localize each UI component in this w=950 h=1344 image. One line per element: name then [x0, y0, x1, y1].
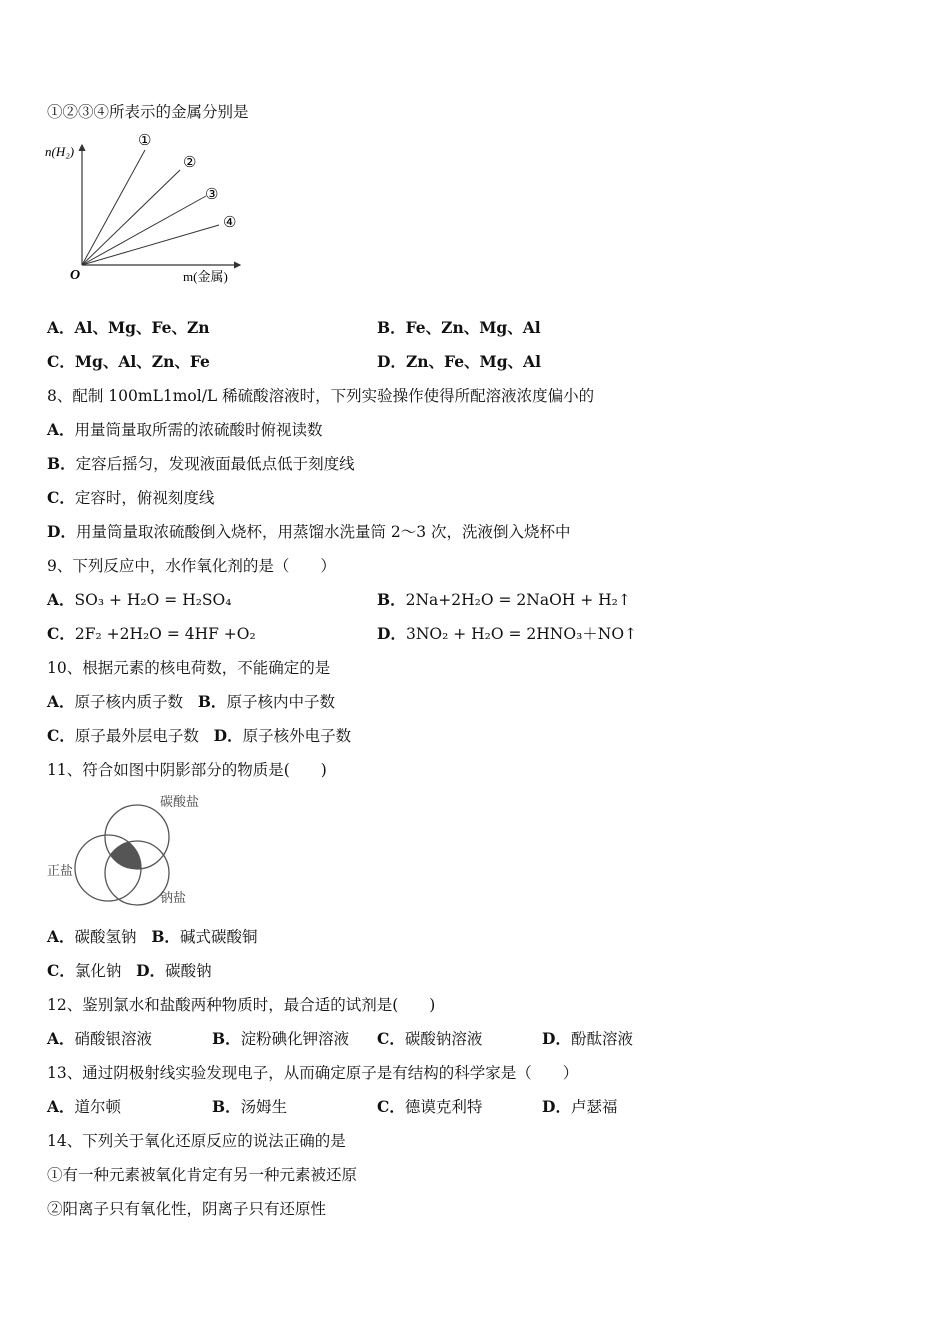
origin-label: O: [70, 268, 81, 283]
q9-option-d: D．3NO₂ + H₂O = 2HNO₃＋NO↑: [377, 624, 638, 643]
q7-stem: ①②③④所表示的金属分别是: [47, 103, 249, 121]
q13-stem: 13、通过阴极射线实验发现电子，从而确定原子是有结构的科学家是（ ）: [47, 1064, 579, 1082]
q8-option-d: D．用量筒量取浓硫酸倒入烧杯，用蒸馏水洗量筒 2～3 次，洗液倒入烧杯中: [47, 522, 571, 541]
q10-stem: 10、根据元素的核电荷数，不能确定的是: [47, 659, 331, 677]
q7-option-c: C．Mg、Al、Zn、Fe: [47, 352, 210, 371]
line-label-4: ④: [223, 215, 237, 231]
q9-option-a: A．SO₃ + H₂O = H₂SO₄: [47, 590, 232, 609]
q11-options-ab: A．碳酸氢钠 B．碱式碳酸铜: [47, 927, 258, 946]
q8-option-b: B．定容后摇匀，发现液面最低点低于刻度线: [47, 454, 355, 473]
q7-option-a: A．Al、Mg、Fe、Zn: [47, 318, 210, 337]
q14-statement-2: ②阳离子只有氧化性，阴离子只有还原性: [47, 1200, 327, 1218]
label-carbonate: 碳酸盐: [160, 794, 200, 809]
line-label-3: ③: [205, 187, 219, 203]
q7-option-d: D．Zn、Fe、Mg、Al: [377, 352, 541, 371]
q7-option-b: B．Fe、Zn、Mg、Al: [377, 318, 541, 337]
y-axis-label: n(H₂): [45, 144, 75, 159]
label-sodium-salt: 钠盐: [160, 890, 187, 905]
q14-stem: 14、下列关于氧化还原反应的说法正确的是: [47, 1132, 346, 1150]
q13-option-a: A．道尔顿: [47, 1097, 122, 1116]
q14-statement-1: ①有一种元素被氧化肯定有另一种元素被还原: [47, 1166, 358, 1184]
x-axis-label: m(金属): [183, 269, 228, 284]
q12-option-b: B．淀粉碘化钾溶液: [212, 1029, 350, 1048]
q12-option-c: C．碳酸钠溶液: [377, 1029, 483, 1048]
line-label-2: ②: [183, 155, 197, 171]
line-label-1: ①: [138, 133, 152, 149]
q12-option-d: D．酚酞溶液: [542, 1029, 633, 1048]
q8-stem: 8、配制 100mL1mol/L 稀硫酸溶液时，下列实验操作使得所配溶液浓度偏小的: [47, 387, 595, 405]
label-normal-salt: 正盐: [47, 863, 74, 878]
q13-option-d: D．卢瑟福: [542, 1097, 618, 1116]
q10-options-ab: A．原子核内质子数 B．原子核内中子数: [47, 692, 335, 711]
q9-option-c: C．2F₂ +2H₂O = 4HF +O₂: [47, 624, 256, 643]
q13-option-c: C．德谟克利特: [377, 1097, 483, 1116]
q13-option-b: B．汤姆生: [212, 1097, 288, 1116]
q12-stem: 12、鉴别氯水和盐酸两种物质时，最合适的试剂是( ): [47, 996, 436, 1014]
q7-graph: [0, 0, 260, 300]
q9-option-b: B．2Na+2H₂O = 2NaOH + H₂↑: [377, 590, 631, 609]
q11-options-cd: C．氯化钠 D．碳酸钠: [47, 961, 212, 980]
q11-stem: 11、符合如图中阴影部分的物质是( ): [47, 761, 327, 779]
venn-diagram: [0, 780, 230, 915]
q9-stem: 9、下列反应中，水作氧化剂的是（ ）: [47, 557, 336, 575]
q8-option-a: A．用量筒量取所需的浓硫酸时俯视读数: [47, 420, 323, 439]
q12-option-a: A．硝酸银溶液: [47, 1029, 153, 1048]
q10-options-cd: C．原子最外层电子数 D．原子核外电子数: [47, 726, 352, 745]
q8-option-c: C．定容时，俯视刻度线: [47, 488, 215, 507]
